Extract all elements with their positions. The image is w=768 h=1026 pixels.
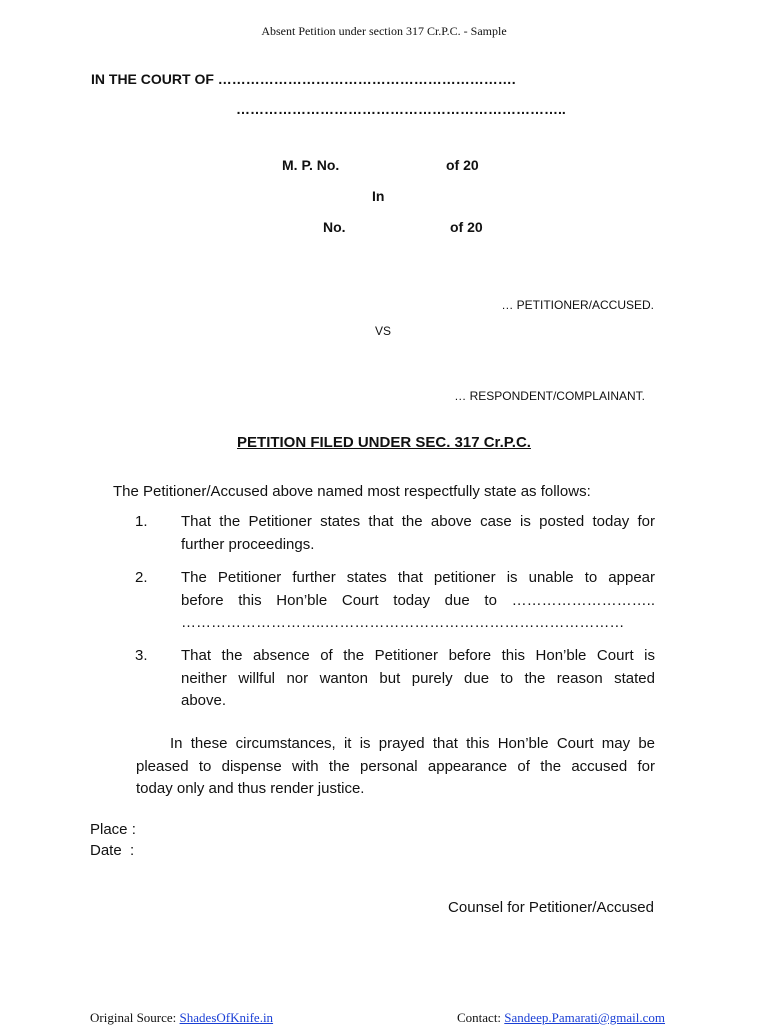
item-number: 1.	[135, 513, 148, 530]
petitioner-label: … PETITIONER/ACCUSED.	[501, 298, 654, 312]
list-item: That the Petitioner states that the above case is posted today for further proceedings.	[181, 513, 655, 553]
intro-paragraph: The Petitioner/Accused above named most respectfully state as follows:	[113, 483, 591, 500]
counsel-signature: Counsel for Petitioner/Accused	[448, 899, 654, 916]
petition-title: PETITION FILED UNDER SEC. 317 Cr.P.C.	[237, 434, 531, 451]
prayer-paragraph: In these circumstances, it is prayed that this Hon’ble Court may be pleased to dispense with the personal appearance of the accused for today only and thus render justice.	[136, 735, 655, 797]
mp-no-year: of 20	[446, 157, 479, 173]
contact-label: Contact:	[457, 1010, 502, 1025]
place-label: Place :	[90, 821, 136, 838]
date-label: Date :	[90, 842, 135, 859]
list-item: The Petitioner further states that petitioner is unable to appear before this Hon’ble Court today due to ……………………….. ………………………..……………………………………………………	[181, 569, 655, 631]
page-header: Absent Petition under section 317 Cr.P.C. - Sample	[261, 24, 507, 38]
item-number: 2.	[135, 569, 148, 586]
respondent-label: … RESPONDENT/COMPLAINANT.	[454, 389, 645, 403]
contact-email-link[interactable]: Sandeep.Pamarati@gmail.com	[504, 1010, 666, 1025]
case-no-label: No.	[323, 219, 346, 235]
in-label: In	[372, 188, 385, 204]
case-no-year: of 20	[450, 219, 483, 235]
court-line-2: ……………………………………………………………..	[236, 101, 566, 117]
source-link[interactable]: ShadesOfKnife.in	[179, 1010, 274, 1025]
item-number: 3.	[135, 647, 148, 664]
court-line-1: IN THE COURT OF ……………………………………………………….	[91, 71, 516, 87]
versus-label: VS	[375, 324, 392, 338]
list-item: That the absence of the Petitioner before this Hon’ble Court is neither willful nor wanton but purely due to the reason stated above.	[181, 647, 655, 709]
source-label: Original Source:	[90, 1010, 177, 1025]
mp-no-label: M. P. No.	[282, 157, 340, 173]
